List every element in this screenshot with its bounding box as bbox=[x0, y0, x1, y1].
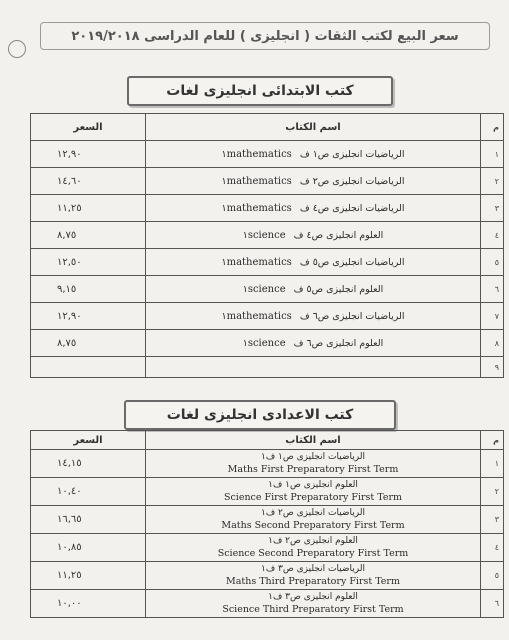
book-name bbox=[146, 534, 481, 562]
book-name-arabic: العلوم انجليزى ص٥ ف١ bbox=[242, 283, 384, 295]
table-row bbox=[31, 450, 504, 478]
book-name bbox=[146, 222, 481, 249]
book-name-english: Science First Preparatory First Term bbox=[223, 492, 403, 503]
book-price: ١١,٢٥ bbox=[31, 562, 146, 590]
book-name bbox=[146, 249, 481, 276]
book-price: ٨,٧٥ bbox=[31, 330, 146, 357]
preparatory-books-table bbox=[30, 430, 504, 618]
row-number: ٥ bbox=[481, 562, 504, 590]
book-name bbox=[146, 276, 481, 303]
table-header-row bbox=[31, 114, 504, 141]
book-price: ١٠,٠٠ bbox=[31, 590, 146, 618]
book-name-english: mathematics bbox=[226, 175, 292, 187]
preparatory-section-title: كتب الاعدادى انجليزى لغات bbox=[124, 400, 396, 430]
table-row bbox=[31, 141, 504, 168]
row-number: ٣ bbox=[481, 195, 504, 222]
row-number: ١ bbox=[481, 141, 504, 168]
book-name-arabic: العلوم انجليزى ص٤ ف١ bbox=[242, 229, 384, 241]
table-row bbox=[31, 330, 504, 357]
book-name bbox=[146, 450, 481, 478]
book-name-english: Maths First Preparatory First Term bbox=[227, 464, 399, 475]
book-price: ٩,١٥ bbox=[31, 276, 146, 303]
book-name-english: Maths Third Preparatory First Term bbox=[226, 576, 400, 587]
row-number: ٢ bbox=[481, 478, 504, 506]
book-name-header: اسم الكتاب bbox=[146, 114, 481, 141]
book-name-english: science bbox=[247, 283, 286, 295]
book-name bbox=[146, 303, 481, 330]
book-name-arabic: الرياضيات انجليزى ص٤ ف١ bbox=[221, 202, 405, 214]
table-row bbox=[31, 303, 504, 330]
row-number: ٢ bbox=[481, 168, 504, 195]
table-row bbox=[31, 506, 504, 534]
book-name bbox=[146, 168, 481, 195]
book-name bbox=[146, 141, 481, 168]
book-name-english: mathematics bbox=[226, 256, 292, 268]
book-name-english: science bbox=[247, 229, 286, 241]
book-price: ١١,٢٥ bbox=[31, 195, 146, 222]
book-name-english: Science Third Preparatory First Term bbox=[222, 604, 404, 615]
book-price: ١٤,٦٠ bbox=[31, 168, 146, 195]
table-row bbox=[31, 478, 504, 506]
book-name-arabic: الرياضيات انجليزى ص٦ ف١ bbox=[221, 310, 405, 322]
row-number: ٧ bbox=[481, 303, 504, 330]
number-header: م bbox=[481, 114, 504, 141]
price-header: السعر bbox=[31, 431, 146, 450]
book-name bbox=[146, 562, 481, 590]
primary-section-title: كتب الابتدائى انجليزى لغات bbox=[127, 76, 393, 106]
row-number: ٩ bbox=[481, 357, 504, 378]
book-price: ١٢,٩٠ bbox=[31, 303, 146, 330]
book-price: ١٢,٥٠ bbox=[31, 249, 146, 276]
book-name bbox=[146, 330, 481, 357]
book-name-english: mathematics bbox=[226, 202, 292, 214]
book-name-arabic: الرياضيات انجليزى ص١ ف١ bbox=[260, 452, 366, 462]
book-name-arabic: العلوم انجليزى ص٦ ف١ bbox=[242, 337, 384, 349]
row-number: ٣ bbox=[481, 506, 504, 534]
number-header: م bbox=[481, 431, 504, 450]
row-number: ٦ bbox=[481, 276, 504, 303]
table-row bbox=[31, 590, 504, 618]
book-name-english: mathematics bbox=[226, 148, 292, 160]
book-name-arabic: العلوم انجليزى ص١ ف١ bbox=[268, 480, 358, 490]
book-name-english: Maths Second Preparatory First Term bbox=[221, 520, 405, 531]
table-row-empty bbox=[31, 357, 504, 378]
book-price bbox=[31, 357, 146, 378]
book-price: ٨,٧٥ bbox=[31, 222, 146, 249]
table-header-row bbox=[31, 431, 504, 450]
row-number: ٤ bbox=[481, 534, 504, 562]
book-name-arabic: الرياضيات انجليزى ص٢ ف١ bbox=[221, 175, 405, 187]
row-number: ١ bbox=[481, 450, 504, 478]
book-price: ١٤,١٥ bbox=[31, 450, 146, 478]
book-name bbox=[146, 506, 481, 534]
book-price: ١٢,٩٠ bbox=[31, 141, 146, 168]
row-number: ٦ bbox=[481, 590, 504, 618]
book-name-arabic: العلوم انجليزى ص٢ ف١ bbox=[268, 536, 358, 546]
book-price: ١٦,٦٥ bbox=[31, 506, 146, 534]
row-number: ٥ bbox=[481, 249, 504, 276]
book-name bbox=[146, 357, 481, 378]
book-price: ١٠,٤٠ bbox=[31, 478, 146, 506]
book-name-arabic: الرياضيات انجليزى ص٢ ف١ bbox=[260, 508, 366, 518]
book-name-english: science bbox=[247, 337, 286, 349]
book-name-arabic: الرياضيات انجليزى ص١ ف١ bbox=[221, 148, 405, 160]
book-name-english: Science Second Preparatory First Term bbox=[217, 548, 409, 559]
book-name-arabic: العلوم انجليزى ص٣ ف١ bbox=[268, 592, 358, 602]
table-row bbox=[31, 249, 504, 276]
table-row bbox=[31, 276, 504, 303]
corner-circle-mark bbox=[8, 40, 26, 58]
document-banner: سعر البيع لكتب الثقات ( انجليزى ) للعام الدراسى ٢٠١٩/٢٠١٨ bbox=[40, 22, 490, 50]
row-number: ٤ bbox=[481, 222, 504, 249]
book-name bbox=[146, 590, 481, 618]
table-row bbox=[31, 534, 504, 562]
table-row bbox=[31, 168, 504, 195]
row-number: ٨ bbox=[481, 330, 504, 357]
table-row bbox=[31, 562, 504, 590]
book-name bbox=[146, 195, 481, 222]
book-name-english: mathematics bbox=[226, 310, 292, 322]
book-name-arabic: الرياضيات انجليزى ص٣ ف١ bbox=[260, 564, 366, 574]
book-name-header: اسم الكتاب bbox=[146, 431, 481, 450]
book-name-arabic: الرياضيات انجليزى ص٥ ف١ bbox=[221, 256, 405, 268]
table-row bbox=[31, 195, 504, 222]
primary-books-table bbox=[30, 113, 504, 378]
price-header: السعر bbox=[31, 114, 146, 141]
book-name bbox=[146, 478, 481, 506]
table-row bbox=[31, 222, 504, 249]
book-price: ١٠,٨٥ bbox=[31, 534, 146, 562]
